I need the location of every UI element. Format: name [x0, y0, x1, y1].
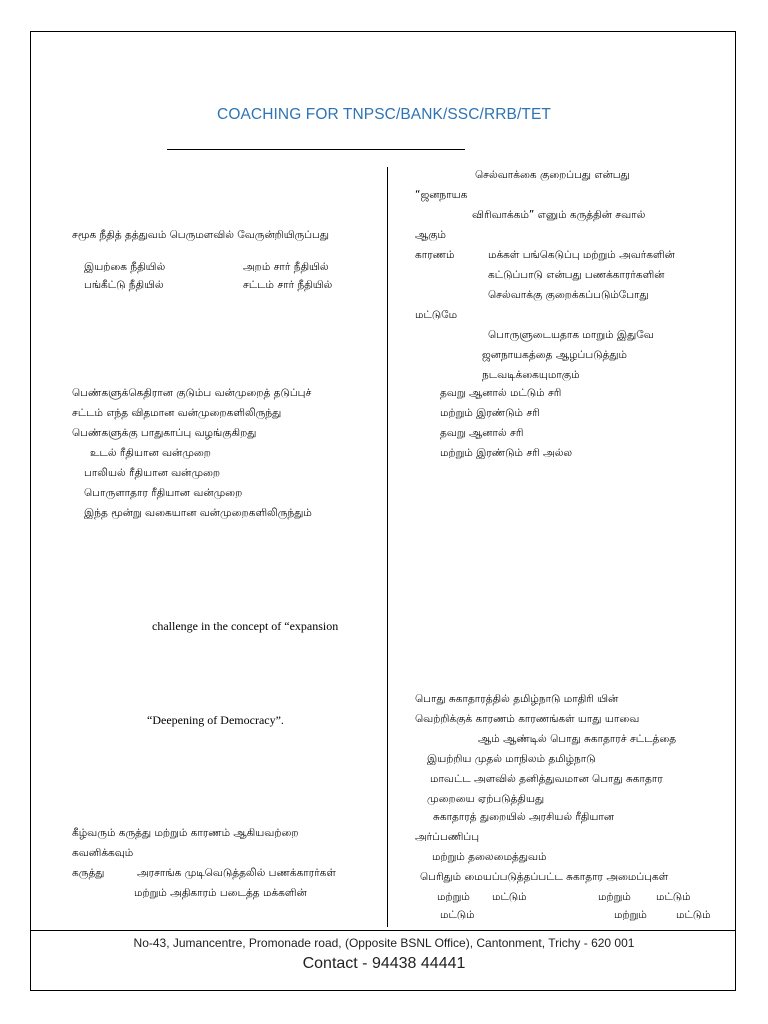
english-line: “Deepening of Democracy”.: [147, 713, 284, 727]
left-line: பாலியல் ரீதியான வன்முறை: [84, 467, 221, 479]
right-line: ஆம் ஆண்டில் பொது சுகாதாரச் சட்டத்தை: [478, 733, 677, 745]
right-line: விரிவாக்கம்” எனும் கருத்தின் சவால்: [472, 209, 646, 221]
right-line: மற்றும் இரண்டும் சரி அல்ல: [440, 447, 573, 459]
left-line: இந்த மூன்று வகையான வன்முறைகளிலிருந்தும்: [84, 507, 312, 519]
left-line: மற்றும் அதிகாரம் படைத்த மக்களின்: [134, 887, 307, 899]
right-line: மற்றும்: [614, 909, 647, 921]
right-line: தவறு ஆனால் சரி: [440, 427, 524, 439]
right-line: செல்வாக்கு குறைக்கப்படும்போது: [488, 289, 649, 301]
left-line: கருத்து: [72, 867, 105, 879]
column-divider: [387, 167, 388, 927]
left-line: பெண்களுக்கு பாதுகாப்பு வழங்குகிறது: [72, 427, 257, 439]
footer-contact: Contact - 94438 44441: [302, 955, 466, 972]
right-line: அர்ப்பணிப்பு: [415, 831, 480, 843]
right-line: நடவடிக்கையுமாகும்: [482, 369, 580, 381]
left-line: கீழ்வரும் கருத்து மற்றும் காரணம் ஆகியவற்றை: [72, 827, 299, 839]
right-line: மக்கள் பங்கெடுப்பு மற்றும் அவர்களின்: [488, 249, 675, 261]
left-line: பங்கீட்டு நீதியில்: [84, 279, 164, 291]
right-line: மற்றும்: [437, 891, 470, 903]
right-line: மட்டுமே: [415, 309, 458, 321]
right-line: மற்றும் இரண்டும் சரி: [440, 407, 540, 419]
right-line: சுகாதாரத் துறையில் அரசியல் ரீதியான: [433, 811, 615, 823]
right-line: ஜனநாயகத்தை ஆழப்படுத்தும்: [482, 349, 627, 361]
right-line: மட்டும்: [492, 891, 527, 903]
title-underline: [167, 149, 465, 150]
right-line: “ஜனநாயக: [415, 189, 468, 201]
left-line: உடல் ரீதியான வன்முறை: [90, 447, 211, 459]
right-line: மாவட்ட அளவில் தனித்துவமான பொது சுகாதார: [430, 773, 663, 785]
right-line: தவறு ஆனால் மட்டும் சரி: [440, 387, 562, 399]
right-line: செல்வாக்கை குறைப்பது என்பது: [475, 169, 630, 181]
footer-address: No-43, Jumancentre, Promonade road, (Opposite BSNL Office), Cantonment, Trichy - 620 001: [133, 936, 635, 950]
right-line: கட்டுப்பாடு என்பது பணக்காரர்களின்: [488, 269, 665, 281]
right-line: பொருளுடையதாக மாறும் இதுவே: [488, 329, 654, 341]
left-line: பொருளாதார ரீதியான வன்முறை: [84, 487, 243, 499]
right-line: மட்டும்: [676, 909, 711, 921]
right-line: முறையை ஏற்படுத்தியது: [427, 793, 545, 805]
left-line: சட்டம் சார் நீதியில்: [243, 279, 333, 291]
right-line: வெற்றிக்குக் காரணம் காரணங்கள் யாது யாவை: [415, 713, 640, 725]
left-line: கவனிக்கவும்: [72, 847, 134, 859]
right-line: காரணம்: [415, 249, 455, 261]
right-line: ஆகும்: [415, 229, 446, 241]
right-line: இயற்றிய முதல் மாநிலம் தமிழ்நாடு: [427, 753, 596, 765]
left-line: சமூக நீதித் தத்துவம் பெருமளவில் வேருன்றியிருப்பது: [72, 229, 329, 241]
right-line: பொது சுகாதாரத்தில் தமிழ்நாடு மாதிரி யின்: [415, 693, 619, 705]
left-line: இயற்கை நீதியில்: [84, 261, 166, 273]
right-line: மற்றும்: [598, 891, 631, 903]
english-line: challenge in the concept of “expansion: [152, 619, 339, 633]
right-line: மட்டும்: [440, 909, 475, 921]
right-line: பெரிதும் மையப்படுத்தப்பட்ட சுகாதார அமைப்புகள்: [420, 871, 669, 883]
left-line: அரசாங்க முடிவெடுத்தலில் பணக்காரர்கள்: [137, 867, 336, 879]
footer-divider: [30, 930, 736, 931]
page-title: COACHING FOR TNPSC/BANK/SSC/RRB/TET: [217, 106, 551, 123]
left-line: அறம் சார் நீதியில்: [243, 261, 329, 273]
right-line: மற்றும் தலைமைத்துவம்: [432, 851, 547, 863]
left-line: சட்டம் எந்த விதமான வன்முறைகளிலிருந்து: [72, 407, 282, 419]
right-line: மட்டும்: [656, 891, 691, 903]
left-line: பெண்களுக்கெதிரான குடும்ப வன்முறைத் தடுப்புச்: [72, 387, 312, 399]
